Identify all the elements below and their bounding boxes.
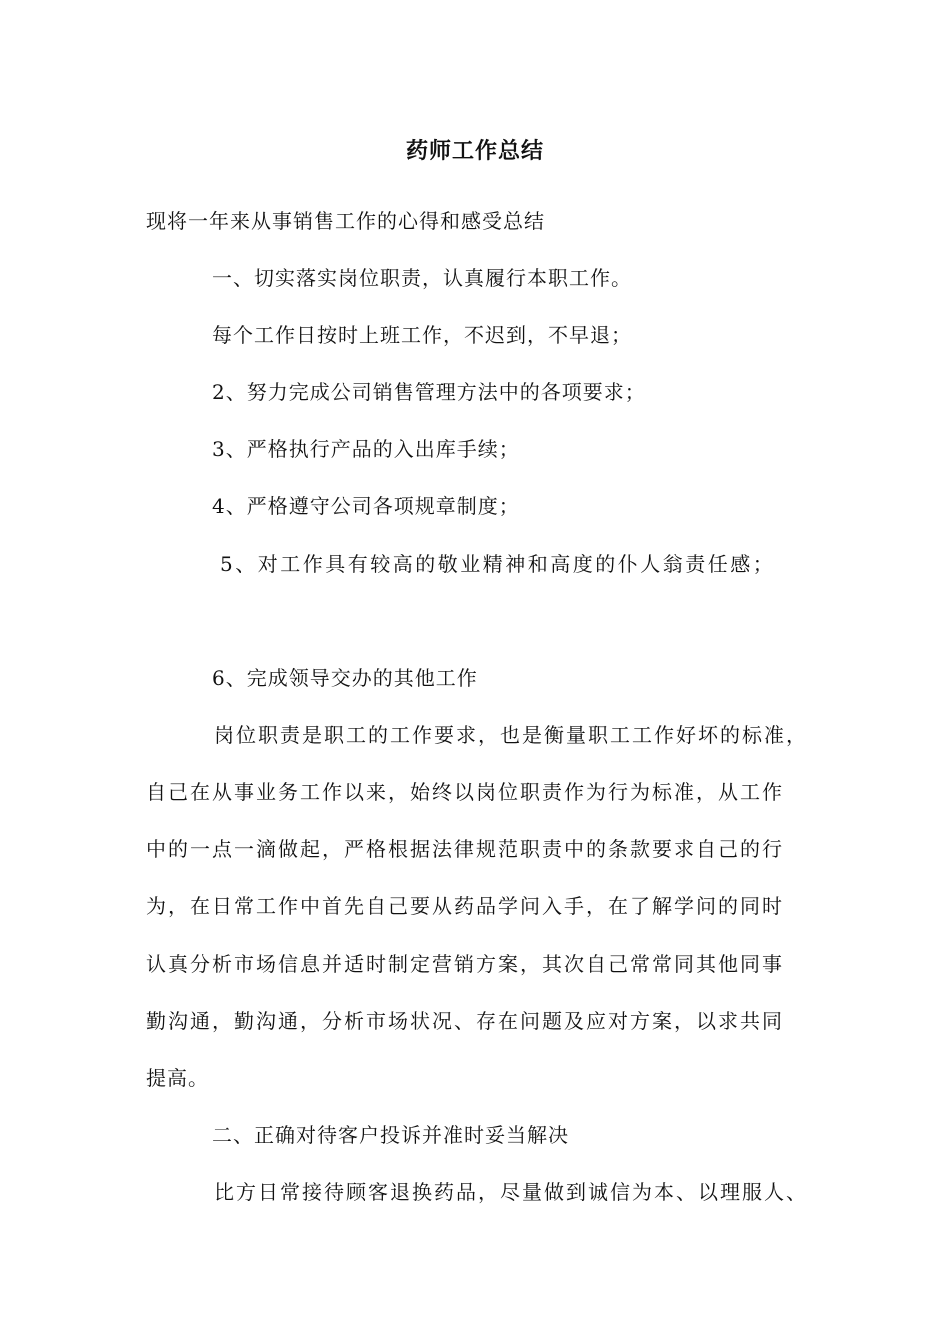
paragraph-line: 比方日常接待顾客退换药品，尽量做到诚信为本、以理服人、 [214,1180,808,1204]
list-item-4: 4、严格遵守公司各项规章制度； [212,494,520,518]
document-title: 药师工作总结 [405,139,544,164]
section-heading-1: 一、切实落实岗位职责，认真履行本职工作。 [212,266,632,290]
list-item-5: 5、对工作具有较高的敬业精神和高度的仆人翁责任感； [220,552,776,576]
list-item-6: 6、完成领导交办的其他工作 [212,666,478,690]
paragraph-line: 为，在日常工作中首先自己要从药品学问入手，在了解学问的同时 [146,894,784,918]
paragraph-line: 岗位职责是职工的工作要求，也是衡量职工工作好坏的标准， [214,723,808,747]
section-heading-2: 二、正确对待客户投诉并准时妥当解决 [212,1123,569,1147]
paragraph-line: 勤沟通，勤沟通，分析市场状况、存在问题及应对方案，以求共同 [146,1009,784,1033]
paragraph-line: 中的一点一滴做起，严格根据法律规范职责中的条款要求自己的行 [146,837,784,861]
paragraph-line: 认真分析市场信息并适时制定营销方案，其次自己常常同其他同事 [146,952,784,976]
paragraph-line: 提高。 [146,1066,209,1090]
intro-line: 现将一年来从事销售工作的心得和感受总结 [146,209,545,233]
list-item-2: 2、努力完成公司销售管理方法中的各项要求； [212,380,646,404]
paragraph-line: 每个工作日按时上班工作，不迟到，不早退； [212,323,632,347]
paragraph-line: 自己在从事业务工作以来，始终以岗位职责作为行为标准，从工作 [146,780,784,804]
list-item-3: 3、严格执行产品的入出库手续； [212,437,520,461]
